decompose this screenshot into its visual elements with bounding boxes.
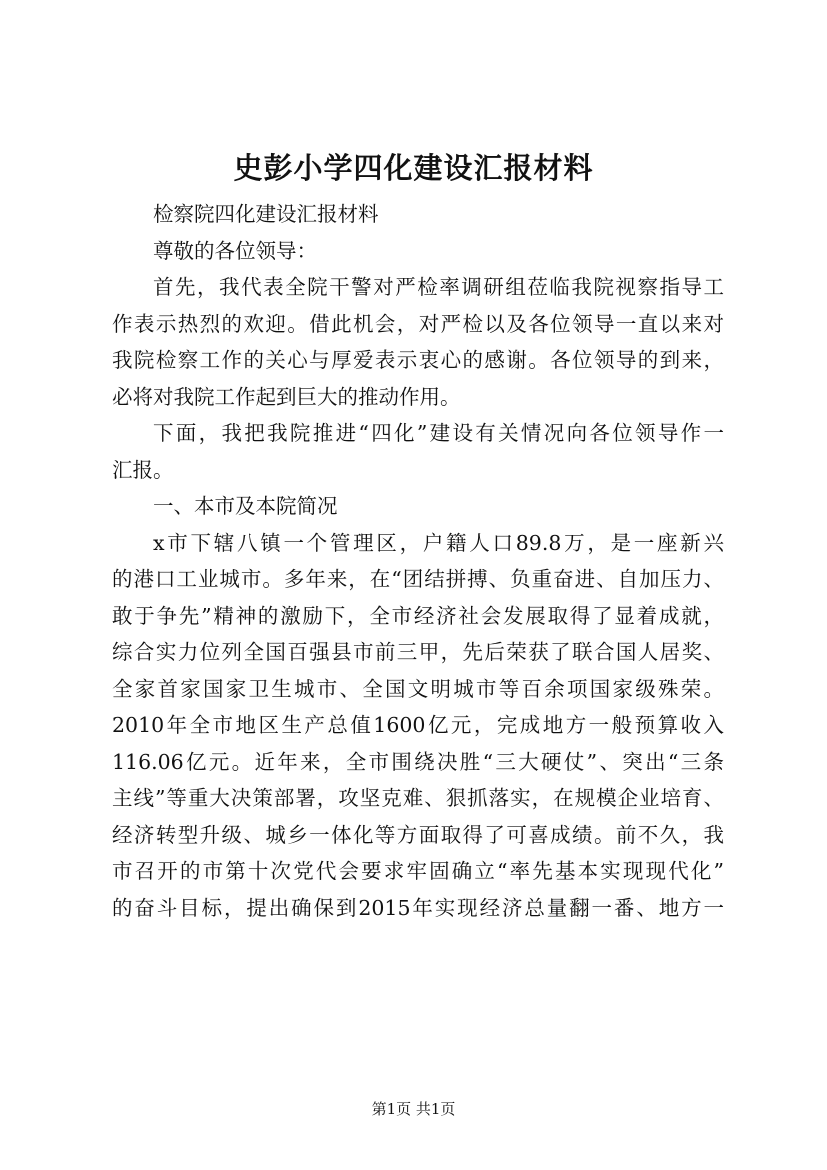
document-title: 史彭小学四化建设汇报材料 bbox=[233, 151, 594, 185]
body-line: 综合实力位列全国百强县市前三甲，先后荣获了联合国人居奖、 bbox=[112, 640, 724, 664]
page-number: 第1页 共1页 bbox=[371, 1100, 456, 1118]
section-heading: 一、本市及本院简况 bbox=[153, 494, 338, 518]
body-line: 116.06亿元。近年来，全市围绕决胜“三大硬仗”、突出“三条 bbox=[112, 749, 724, 774]
body-line: 汇报。 bbox=[112, 457, 174, 482]
document-body bbox=[112, 196, 724, 926]
body-line: 的港口工业城市。多年来，在“团结拼搏、负重奋进、自加压力、 bbox=[112, 567, 724, 591]
body-line: 市召开的市第十次党代会要求牢固确立“率先基本实现现代化” bbox=[112, 859, 724, 883]
body-line: 经济转型升级、城乡一体化等方面取得了可喜成绩。前不久，我 bbox=[112, 822, 724, 847]
body-line: 全家首家国家卫生城市、全国文明城市等百余项国家级殊荣。 bbox=[112, 676, 724, 701]
body-line: 尊敬的各位领导： bbox=[153, 238, 317, 263]
body-line: 的奋斗目标，提出确保到2015年实现经济总量翻一番、地方一 bbox=[112, 895, 724, 920]
body-line: 敢于争先”精神的激励下，全市经济社会发展取得了显着成就， bbox=[112, 603, 724, 628]
body-line: 我院检察工作的关心与厚爱表示衷心的感谢。各位领导的到来， bbox=[112, 348, 724, 372]
body-line: 必将对我院工作起到巨大的推动作用。 bbox=[112, 384, 461, 409]
body-line: 下面，我把我院推进“四化”建设有关情况向各位领导作一 bbox=[153, 421, 724, 445]
body-line: x市下辖八镇一个管理区，户籍人口89.8万，是一座新兴 bbox=[153, 530, 724, 555]
body-line: 2010年全市地区生产总值1600亿元，完成地方一般预算收入 bbox=[112, 713, 724, 737]
body-line: 检察院四化建设汇报材料 bbox=[153, 202, 379, 226]
body-line: 主线”等重大决策部署，攻坚克难、狠抓落实，在规模企业培育、 bbox=[112, 786, 724, 810]
body-line: 首先，我代表全院干警对严检率调研组莅临我院视察指导工 bbox=[153, 275, 724, 299]
body-line: 作表示热烈的欢迎。借此机会，对严检以及各位领导一直以来对 bbox=[112, 311, 724, 336]
